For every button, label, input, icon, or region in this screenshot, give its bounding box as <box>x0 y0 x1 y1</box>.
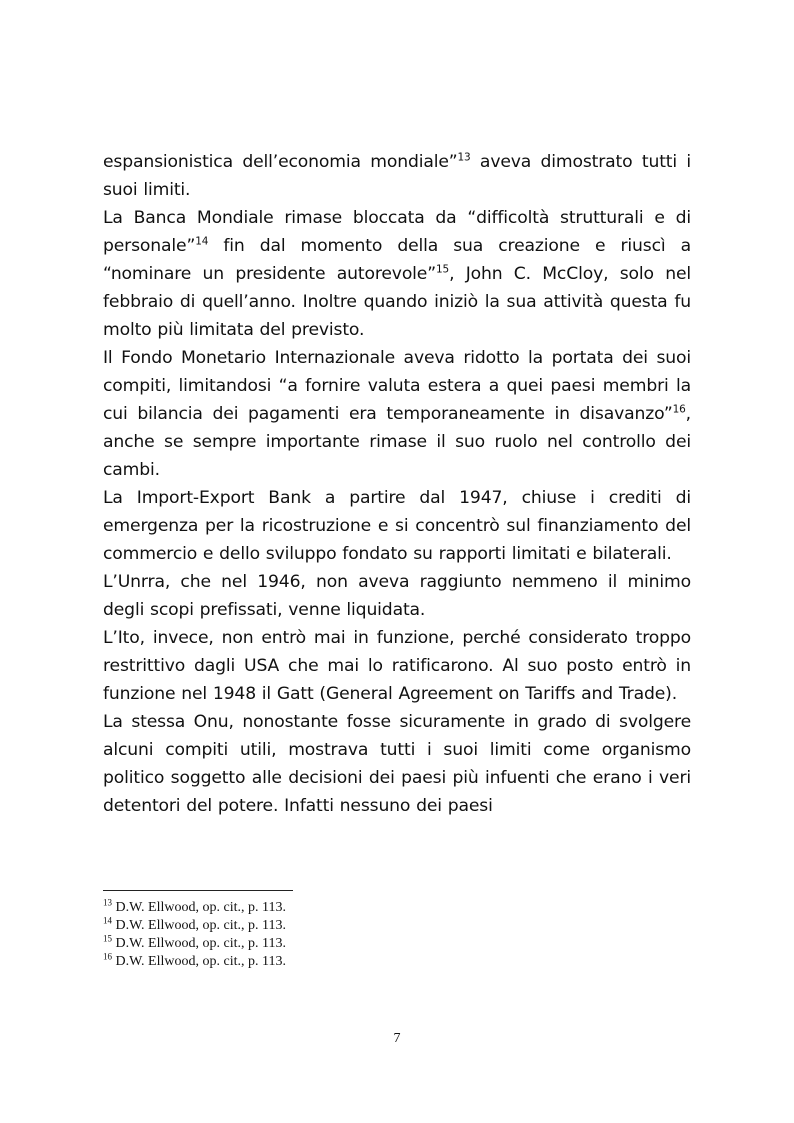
footnote-ref: 16 <box>672 403 686 416</box>
footnote-text: D.W. Ellwood, op. cit., p. 113. <box>112 900 286 915</box>
paragraph-text: La Banca Mondiale rimase bloccata da “difficoltà strutturali e di personale” <box>103 208 691 256</box>
paragraph-text: fin dal momento della sua creazione e riuscì a “nominare un presidente autorevole” <box>103 236 691 284</box>
paragraph <box>103 148 691 204</box>
paragraph-text: L’Unrra, che nel 1946, non aveva raggiunto nemmeno il minimo degli scopi prefissati, venne liquidata. <box>103 572 691 620</box>
paragraph-text: La Import-Export Bank a partire dal 1947, chiuse i crediti di emergenza per la ricostruzione e si concentrò sul finanziamento del commercio e dello sviluppo fondato su rapporti limitati e bilaterali. <box>103 488 691 564</box>
footnote-ref: 14 <box>195 235 209 248</box>
paragraph <box>103 484 691 568</box>
footnote-number: 15 <box>103 933 112 944</box>
page-number: 7 <box>393 1031 401 1046</box>
paragraph-text: Il Fondo Monetario Internazionale aveva ridotto la portata dei suoi compiti, limitandosi “a fornire valuta estera a quei paesi membri la cui bilancia dei pagamenti era temporaneamente in disavanzo” <box>103 348 691 424</box>
footnote-ref: 15 <box>436 263 450 276</box>
footnote-text: D.W. Ellwood, op. cit., p. 113. <box>112 918 286 933</box>
paragraph <box>103 204 691 344</box>
footnote-text: D.W. Ellwood, op. cit., p. 113. <box>112 954 286 969</box>
footnotes <box>103 899 691 971</box>
paragraph-text: espansionistica dell’economia mondiale” <box>103 152 458 172</box>
footnote-number: 13 <box>103 897 112 908</box>
footnote-ref: 13 <box>457 151 471 164</box>
paragraph <box>103 708 691 820</box>
paragraph <box>103 344 691 484</box>
paragraph-text: L’Ito, invece, non entrò mai in funzione, perché considerato troppo restrittivo dagli USA che mai lo ratificarono. Al suo posto entrò in funzione nel 1948 il Gatt (General Agreement on Tariffs and Trade). <box>103 628 691 704</box>
paragraph <box>103 568 691 624</box>
footnote <box>103 953 691 971</box>
footnote <box>103 899 691 917</box>
footnote <box>103 935 691 953</box>
paragraph-text: aveva dimostrato tutti i suoi limiti. <box>103 152 691 200</box>
paragraph-text: , anche se sempre importante rimase il suo ruolo nel controllo dei cambi. <box>103 404 691 480</box>
footnote-number: 14 <box>103 915 112 926</box>
paragraph <box>103 624 691 708</box>
paragraph-text: , John C. McCloy, solo nel febbraio di quell’anno. Inoltre quando iniziò la sua attività questa fu molto più limitata del previsto. <box>103 264 691 340</box>
footnote-number: 16 <box>103 951 112 962</box>
body-text <box>103 148 691 820</box>
footnote <box>103 917 691 935</box>
footnote-separator <box>103 890 293 891</box>
footnote-text: D.W. Ellwood, op. cit., p. 113. <box>112 936 286 951</box>
paragraph-text: La stessa Onu, nonostante fosse sicuramente in grado di svolgere alcuni compiti utili, mostrava tutti i suoi limiti come organismo politico soggetto alle decisioni dei paesi più infuenti che erano i veri detentori del potere. Infatti nessuno dei paesi <box>103 712 691 816</box>
